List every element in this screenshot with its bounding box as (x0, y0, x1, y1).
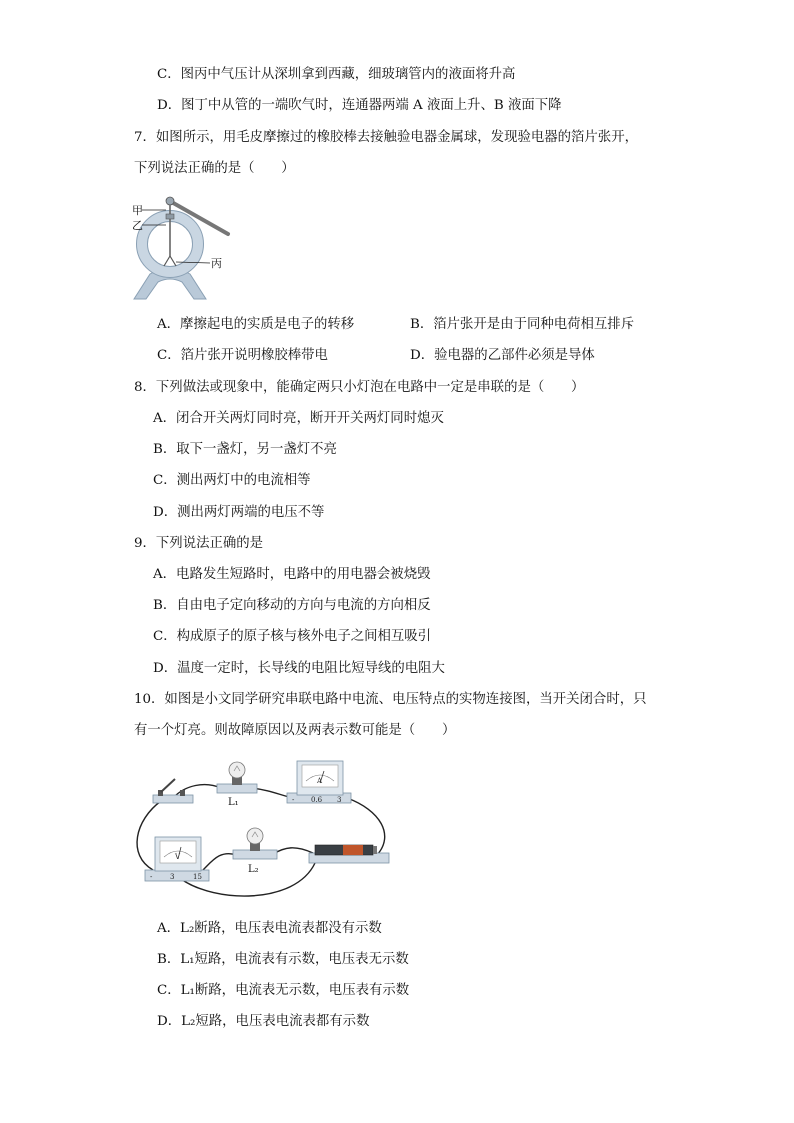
q10-stem-line1: 10．如图是小文同学研究串联电路中电流、电压特点的实物连接图，当开关闭合时，只 (134, 692, 647, 707)
q6-option-d: D．图丁中从管的一端吹气时，连通器两端 A 液面上升、B 液面下降 (157, 98, 562, 113)
label-yi: 乙 (132, 219, 143, 232)
voltmeter-terminal-3: 3 (170, 873, 175, 881)
label-jia: 甲 (132, 204, 143, 217)
label-bing: 丙 (211, 257, 222, 270)
electroscope-figure (128, 192, 238, 304)
voltmeter-terminal-neg: - (150, 873, 153, 881)
insulator (166, 214, 174, 219)
q10-option-d: D．L₂短路，电压表电流表都有示数 (157, 1014, 370, 1029)
q8-stem: 8．下列做法或现象中，能确定两只小灯泡在电路中一定是串联的是（ ） (134, 380, 585, 395)
label-l1: L₁ (228, 797, 239, 808)
q9-option-a: A．电路发生短路时，电路中的用电器会被烧毁 (153, 567, 431, 582)
q7-option-c: C．箔片张开说明橡胶棒带电 (157, 348, 328, 363)
series-circuit-figure (125, 755, 395, 905)
foil-left (164, 256, 170, 266)
foil-right (170, 256, 176, 266)
q8-option-a: A．闭合开关两灯同时亮，断开开关两灯同时熄灭 (153, 411, 444, 426)
ammeter-terminal-06: 0.6 (311, 796, 323, 804)
voltmeter-letter: V (175, 853, 181, 861)
switch (153, 779, 193, 803)
q7-stem-line2: 下列说法正确的是（ ） (134, 161, 295, 176)
q8-option-d: D．测出两灯两端的电压不等 (153, 505, 325, 520)
q7-option-a: A．摩擦起电的实质是电子的转移 (157, 317, 355, 332)
q7-option-b: B．箔片张开是由于同种电荷相互排斥 (410, 317, 635, 332)
ammeter-terminal-3: 3 (337, 796, 342, 804)
battery (309, 845, 389, 863)
q9-stem: 9．下列说法正确的是 (134, 536, 264, 551)
voltmeter (145, 837, 209, 881)
q10-option-c: C．L₁断路，电流表无示数，电压表有示数 (157, 983, 410, 998)
lamp-l2 (233, 828, 277, 859)
q7-option-d: D．验电器的乙部件必须是导体 (410, 348, 595, 363)
q7-stem-line1: 7．如图所示，用毛皮摩擦过的橡胶棒去接触验电器金属球，发现验电器的箔片张开， (134, 130, 638, 145)
q10-option-b: B．L₁短路，电流表有示数，电压表无示数 (157, 952, 409, 967)
lamp-l1 (217, 762, 257, 793)
ammeter-terminal-neg: - (292, 796, 295, 804)
ammeter-letter: A (317, 777, 323, 785)
q6-option-c: C．图丙中气压计从深圳拿到西藏，细玻璃管内的液面将升高 (157, 67, 516, 82)
ammeter (287, 761, 351, 804)
metal-ball (166, 197, 174, 205)
q8-option-b: B．取下一盏灯，另一盏灯不亮 (153, 442, 337, 457)
q9-option-b: B．自由电子定向移动的方向与电流的方向相反 (153, 598, 431, 613)
q9-option-c: C．构成原子的原子核与核外电子之间相互吸引 (153, 629, 432, 644)
wire-l2-to-voltmeter (203, 854, 237, 870)
voltmeter-terminal-15: 15 (193, 873, 202, 881)
q9-option-d: D．温度一定时，长导线的电阻比短导线的电阻大 (153, 661, 445, 676)
wire-battery-to-l2 (273, 848, 313, 854)
q10-option-a: A．L₂断路，电压表电流表都没有示数 (157, 921, 382, 936)
q10-stem-line2: 有一个灯亮。则故障原因以及两表示数可能是（ ） (134, 723, 456, 738)
q8-option-c: C．测出两灯中的电流相等 (153, 473, 311, 488)
label-l2: L₂ (248, 864, 259, 875)
